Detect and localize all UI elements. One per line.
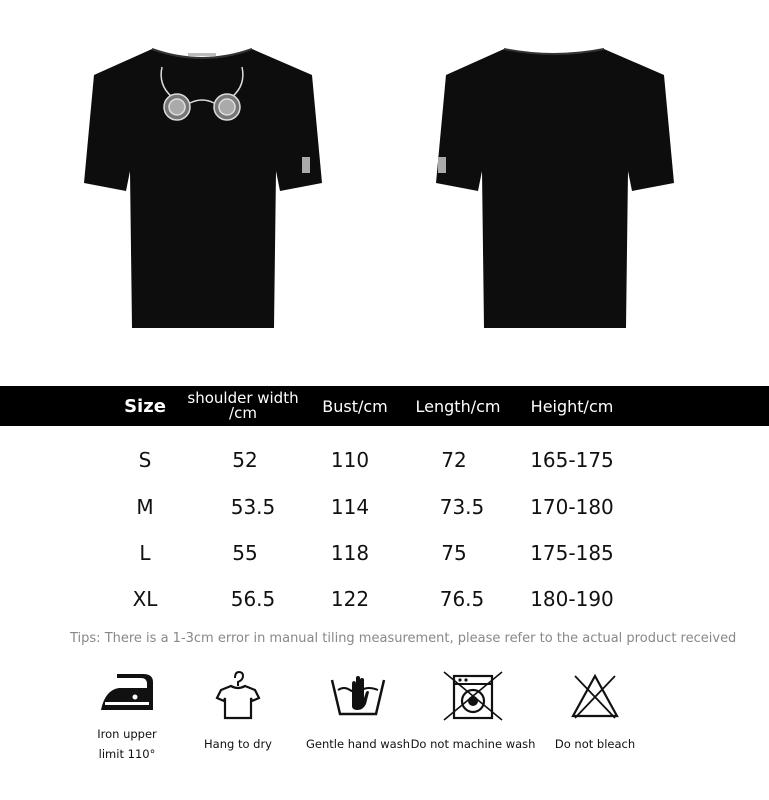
cell-height: 175-185 bbox=[530, 541, 614, 565]
iron-icon bbox=[97, 670, 157, 716]
cell-bust: 122 bbox=[330, 587, 370, 611]
care-label: Hang to dry bbox=[204, 737, 272, 751]
table-row bbox=[0, 584, 769, 614]
cell-size: L bbox=[139, 541, 151, 565]
header-bust: Bust/cm bbox=[322, 396, 388, 416]
cell-bust: 114 bbox=[330, 495, 370, 519]
header-size: Size bbox=[124, 395, 166, 417]
measurement-tips: Tips: There is a 1-3cm error in manual tiling measurement, please refer to the actual product received bbox=[70, 631, 737, 646]
no-bleach-icon bbox=[567, 670, 623, 722]
care-label: Gentle hand wash bbox=[305, 737, 411, 751]
tshirt-back-image bbox=[432, 45, 677, 330]
cell-height: 170-180 bbox=[530, 495, 614, 519]
header-height: Height/cm bbox=[530, 396, 614, 416]
cell-length: 75 bbox=[441, 541, 467, 565]
tshirt-front-image bbox=[80, 45, 325, 330]
header-shoulder-width bbox=[178, 386, 308, 426]
cell-length: 76.5 bbox=[439, 587, 485, 611]
size-table-header bbox=[0, 386, 769, 426]
care-label: Do not bleach bbox=[554, 737, 636, 751]
table-row bbox=[0, 538, 769, 568]
care-label: Do not machine wash bbox=[410, 737, 536, 751]
hand-wash-icon bbox=[330, 670, 386, 722]
care-item-no-bleach bbox=[525, 670, 665, 754]
header-shoulder-line2: /cm bbox=[229, 404, 257, 422]
cell-shoulder: 56.5 bbox=[230, 587, 276, 611]
header-shoulder-line1: shoulder width bbox=[187, 389, 299, 407]
hanger-icon bbox=[213, 670, 263, 722]
table-row bbox=[0, 492, 769, 522]
care-label-line2: limit 110° bbox=[98, 747, 156, 761]
cell-height: 180-190 bbox=[530, 587, 614, 611]
cell-length: 72 bbox=[441, 448, 467, 472]
table-row bbox=[0, 445, 769, 475]
cell-size: M bbox=[136, 495, 154, 519]
care-item-no-machine-wash bbox=[403, 670, 543, 754]
cell-length: 73.5 bbox=[439, 495, 485, 519]
cell-size: S bbox=[138, 448, 152, 472]
care-label-line1: Iron upper bbox=[97, 727, 157, 741]
cell-shoulder: 52 bbox=[232, 448, 258, 472]
header-length: Length/cm bbox=[415, 396, 501, 416]
cell-bust: 118 bbox=[330, 541, 370, 565]
cell-height: 165-175 bbox=[530, 448, 614, 472]
product-images bbox=[0, 0, 769, 360]
cell-shoulder: 53.5 bbox=[230, 495, 276, 519]
no-machine-wash-icon bbox=[440, 670, 506, 722]
care-item-hang bbox=[168, 670, 308, 754]
cell-bust: 110 bbox=[330, 448, 370, 472]
cell-shoulder: 55 bbox=[232, 541, 258, 565]
cell-size: XL bbox=[132, 587, 158, 611]
